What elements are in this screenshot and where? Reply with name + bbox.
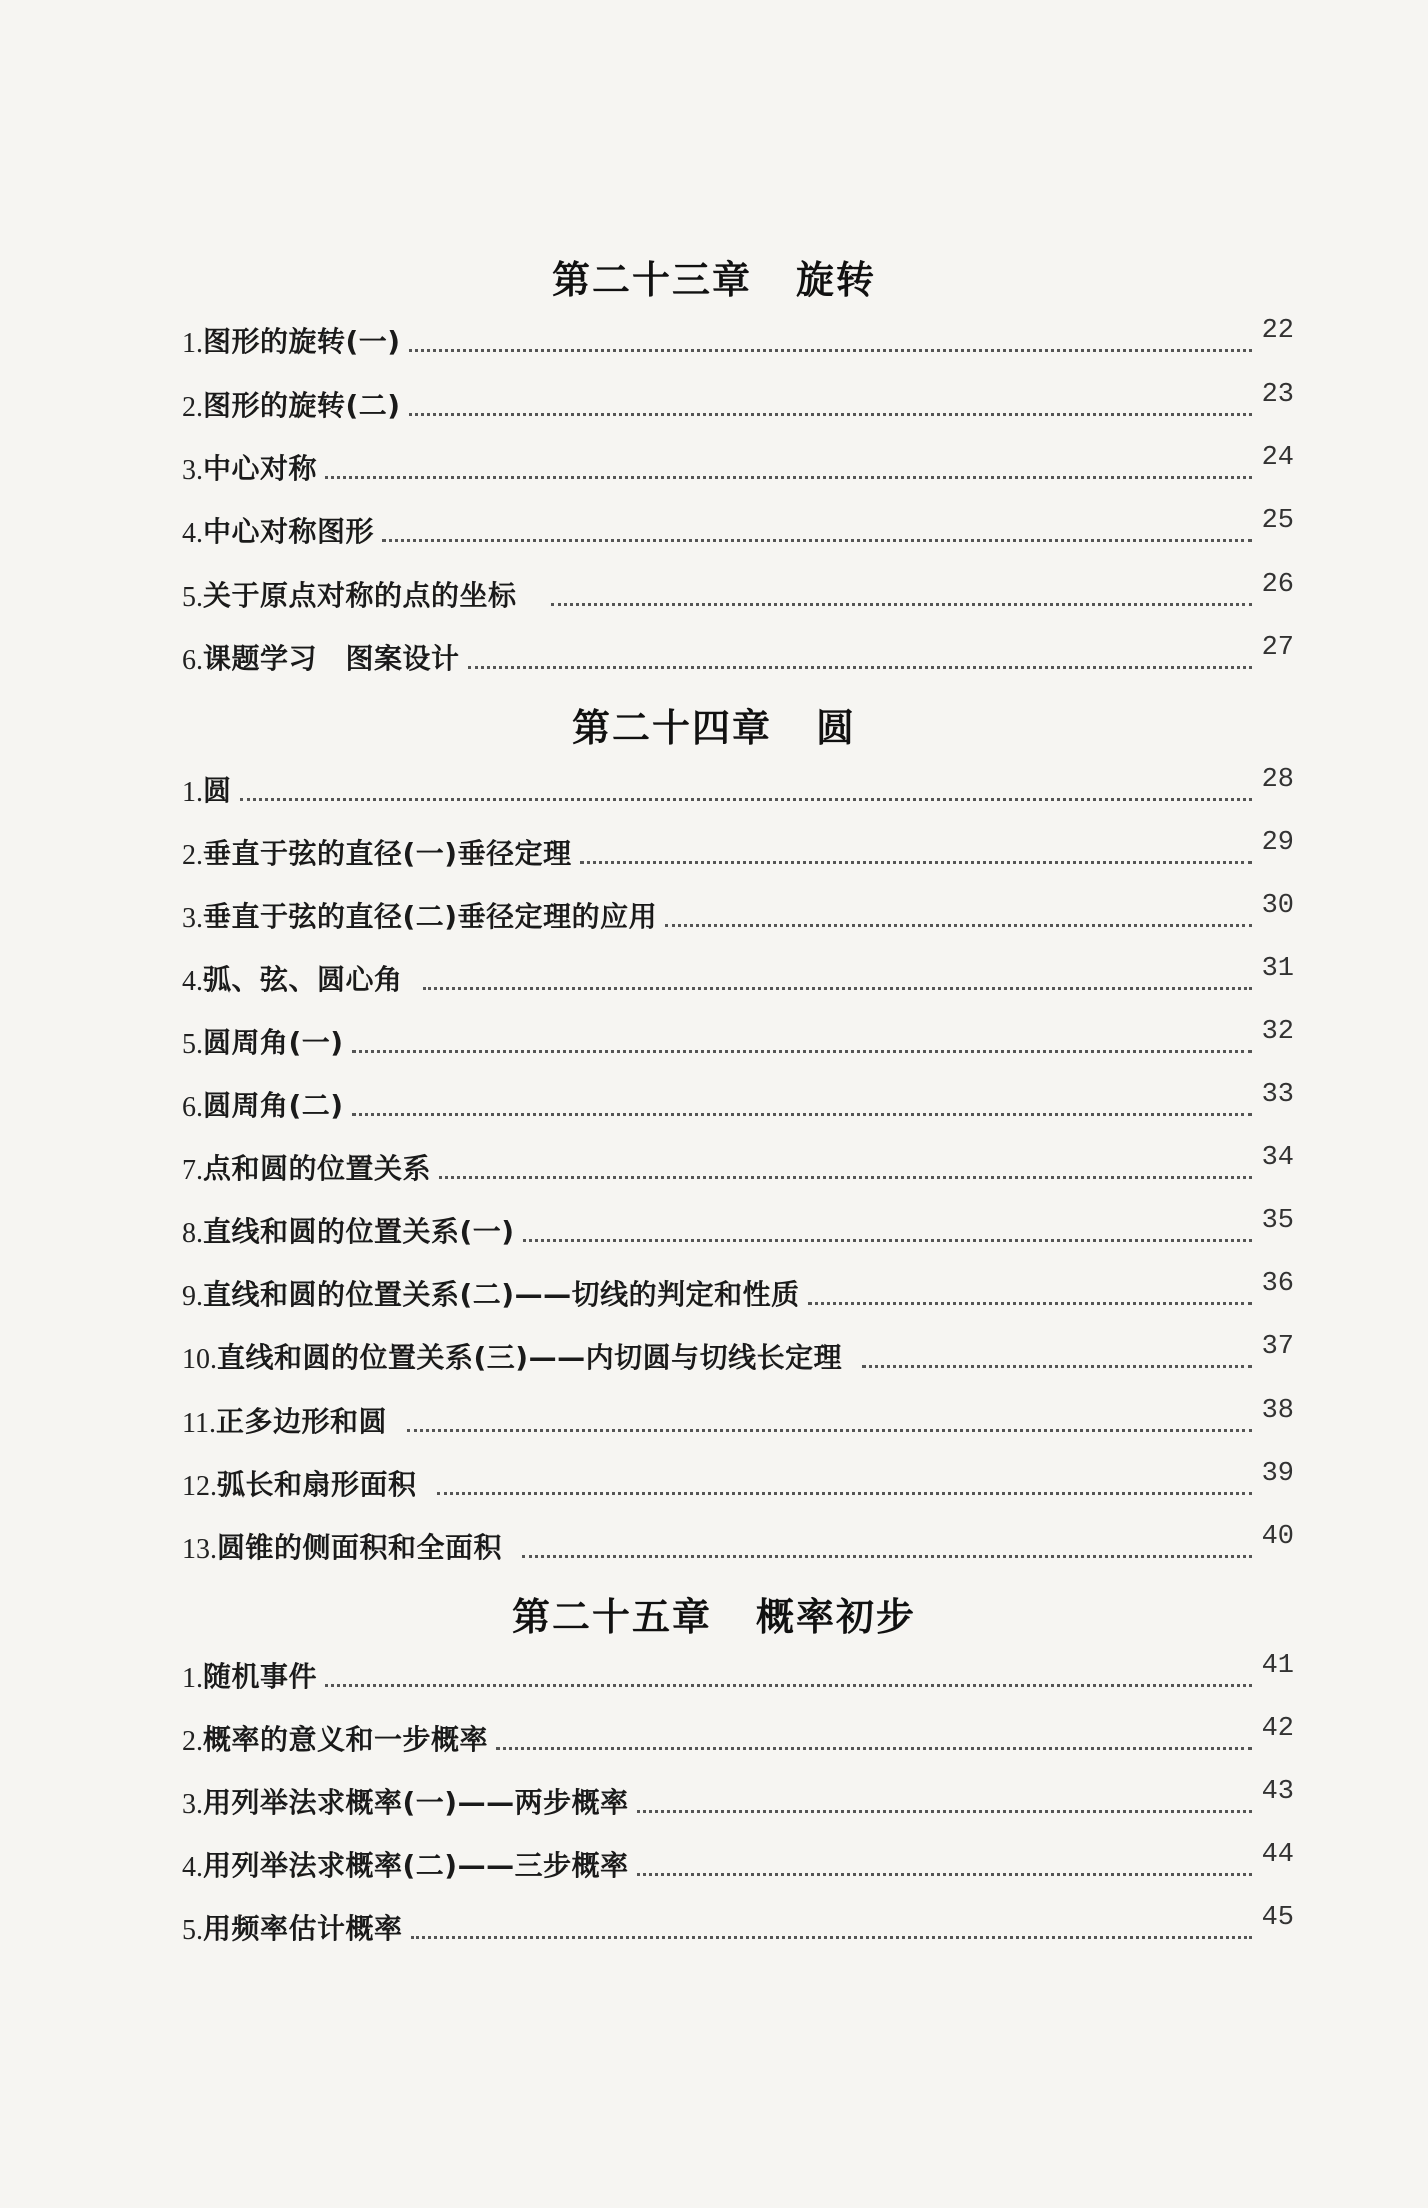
dot-leader [496, 1747, 1252, 1750]
entry-page-number: 31 [1261, 954, 1294, 984]
entry-number: 2. [182, 392, 203, 423]
dot-leader [325, 476, 1252, 479]
dot-leader [240, 798, 1252, 801]
toc-entry[interactable] [182, 1714, 1294, 1758]
entry-number: 7. [182, 1155, 203, 1186]
dot-leader [423, 987, 1252, 990]
toc-entry[interactable] [182, 1143, 1294, 1187]
dot-leader [808, 1302, 1252, 1305]
entry-number: 6. [182, 645, 203, 676]
chapter-name: 旋转 [796, 258, 877, 302]
entry-number: 3. [182, 1789, 203, 1820]
entry-title: 用频率估计概率 [203, 1912, 403, 1945]
entry-title: 图形的旋转(一) [203, 325, 401, 358]
entry-title: 直线和圆的位置关系(一) [203, 1215, 515, 1248]
chapter-number: 第二十三章 [551, 258, 752, 302]
toc-entry[interactable] [182, 828, 1294, 872]
toc-entry[interactable] [182, 1206, 1294, 1250]
entry-page-number: 26 [1261, 570, 1294, 600]
entry-title: 用列举法求概率(一)——两步概率 [203, 1786, 629, 1819]
entry-title: 垂直于弦的直径(二)垂径定理的应用 [203, 900, 658, 933]
dot-leader [352, 1113, 1252, 1116]
entry-number: 1. [182, 1663, 203, 1694]
entry-page-number: 37 [1261, 1332, 1294, 1362]
dot-leader [551, 603, 1252, 606]
entry-number: 5. [182, 1029, 203, 1060]
entry-title: 关于原点对称的点的坐标 [203, 579, 517, 612]
entry-title: 圆 [203, 774, 232, 807]
entry-title: 用列举法求概率(二)——三步概率 [203, 1849, 629, 1882]
entry-page-number: 42 [1261, 1714, 1294, 1744]
dot-leader [407, 1429, 1252, 1432]
toc-entry[interactable] [182, 1080, 1294, 1124]
dot-leader [522, 1555, 1252, 1558]
entry-number: 4. [182, 1852, 203, 1883]
entry-page-number: 25 [1261, 506, 1294, 536]
dot-leader [580, 861, 1252, 864]
entry-title: 弧长和扇形面积 [217, 1468, 417, 1501]
entry-title: 点和圆的位置关系 [203, 1152, 432, 1185]
entry-page-number: 27 [1261, 633, 1294, 663]
entry-number: 5. [182, 1915, 203, 1946]
entry-number: 12. [182, 1471, 217, 1502]
entry-page-number: 35 [1261, 1206, 1294, 1236]
toc-entry[interactable] [182, 633, 1294, 677]
entry-title: 弧、弦、圆心角 [203, 963, 403, 996]
entry-page-number: 34 [1261, 1143, 1294, 1173]
entry-title: 中心对称图形 [203, 515, 375, 548]
entry-page-number: 41 [1261, 1651, 1294, 1681]
toc-entry[interactable] [182, 1777, 1294, 1821]
toc-entry[interactable] [182, 1840, 1294, 1884]
chapter-heading-23 [0, 255, 1428, 305]
toc-entry[interactable] [182, 891, 1294, 935]
entry-number: 3. [182, 455, 203, 486]
entry-page-number: 43 [1261, 1777, 1294, 1807]
toc-entry[interactable] [182, 570, 1294, 614]
dot-leader [409, 349, 1252, 352]
toc-entry[interactable] [182, 1522, 1294, 1566]
entry-title: 直线和圆的位置关系(三)——内切圆与切线长定理 [217, 1341, 843, 1374]
toc-entry[interactable] [182, 506, 1294, 550]
chapter-heading-25 [0, 1592, 1428, 1642]
entry-title: 垂直于弦的直径(一)垂径定理 [203, 837, 572, 870]
toc-entry[interactable] [182, 1017, 1294, 1061]
dot-leader [325, 1684, 1252, 1687]
entry-page-number: 29 [1261, 828, 1294, 858]
toc-entry[interactable] [182, 380, 1294, 424]
entry-page-number: 22 [1261, 316, 1294, 346]
entry-title: 直线和圆的位置关系(二)——切线的判定和性质 [203, 1278, 800, 1311]
entry-number: 11. [182, 1408, 216, 1439]
entry-number: 10. [182, 1344, 217, 1375]
entry-number: 1. [182, 777, 203, 808]
chapter-name: 概率初步 [756, 1595, 917, 1639]
chapter-number: 第二十四章 [571, 706, 772, 750]
entry-page-number: 32 [1261, 1017, 1294, 1047]
entry-number: 1. [182, 328, 203, 359]
chapter-heading-24 [0, 703, 1428, 753]
toc-entry[interactable] [182, 954, 1294, 998]
entry-title: 概率的意义和一步概率 [203, 1723, 489, 1756]
dot-leader [439, 1176, 1252, 1179]
entry-page-number: 45 [1261, 1903, 1294, 1933]
chapter-name: 圆 [816, 706, 857, 750]
toc-entry[interactable] [182, 1332, 1294, 1376]
entry-number: 8. [182, 1218, 203, 1249]
dot-leader [468, 666, 1252, 669]
entry-number: 3. [182, 903, 203, 934]
dot-leader [637, 1810, 1252, 1813]
entry-title: 正多边形和圆 [215, 1405, 387, 1438]
dot-leader [382, 539, 1252, 542]
dot-leader [637, 1873, 1252, 1876]
toc-entry[interactable] [182, 1459, 1294, 1503]
toc-entry[interactable] [182, 443, 1294, 487]
entry-number: 9. [182, 1281, 203, 1312]
dot-leader [411, 1936, 1252, 1939]
entry-number: 13. [182, 1534, 217, 1565]
entry-page-number: 38 [1261, 1396, 1294, 1426]
entry-number: 2. [182, 840, 203, 871]
entry-title: 中心对称 [203, 452, 318, 485]
entry-page-number: 36 [1261, 1269, 1294, 1299]
entry-number: 4. [182, 518, 203, 549]
entry-title: 圆周角(一) [203, 1026, 344, 1059]
entry-title: 圆锥的侧面积和全面积 [217, 1531, 503, 1564]
entry-title: 课题学习 图案设计 [203, 642, 460, 675]
toc-entry[interactable] [182, 1269, 1294, 1313]
entry-page-number: 44 [1261, 1840, 1294, 1870]
entry-page-number: 30 [1261, 891, 1294, 921]
entry-page-number: 33 [1261, 1080, 1294, 1110]
toc-entry[interactable] [182, 1903, 1294, 1947]
dot-leader [665, 924, 1251, 927]
entry-number: 2. [182, 1726, 203, 1757]
chapter-number: 第二十五章 [511, 1595, 712, 1639]
toc-entry[interactable] [182, 316, 1294, 360]
toc-entry[interactable] [182, 765, 1294, 809]
dot-leader [352, 1050, 1252, 1053]
entry-number: 4. [182, 966, 203, 997]
entry-page-number: 39 [1261, 1459, 1294, 1489]
entry-page-number: 23 [1261, 380, 1294, 410]
entry-page-number: 28 [1261, 765, 1294, 795]
toc-entry[interactable] [182, 1651, 1294, 1695]
entry-title: 圆周角(二) [203, 1089, 344, 1122]
dot-leader [437, 1492, 1252, 1495]
dot-leader [409, 413, 1252, 416]
entry-number: 5. [182, 582, 203, 613]
entry-title: 图形的旋转(二) [203, 389, 401, 422]
toc-entry[interactable] [182, 1396, 1294, 1440]
dot-leader [523, 1239, 1252, 1242]
entry-page-number: 24 [1261, 443, 1294, 473]
dot-leader [862, 1365, 1251, 1368]
entry-number: 6. [182, 1092, 203, 1123]
entry-page-number: 40 [1261, 1522, 1294, 1552]
entry-title: 随机事件 [203, 1660, 318, 1693]
